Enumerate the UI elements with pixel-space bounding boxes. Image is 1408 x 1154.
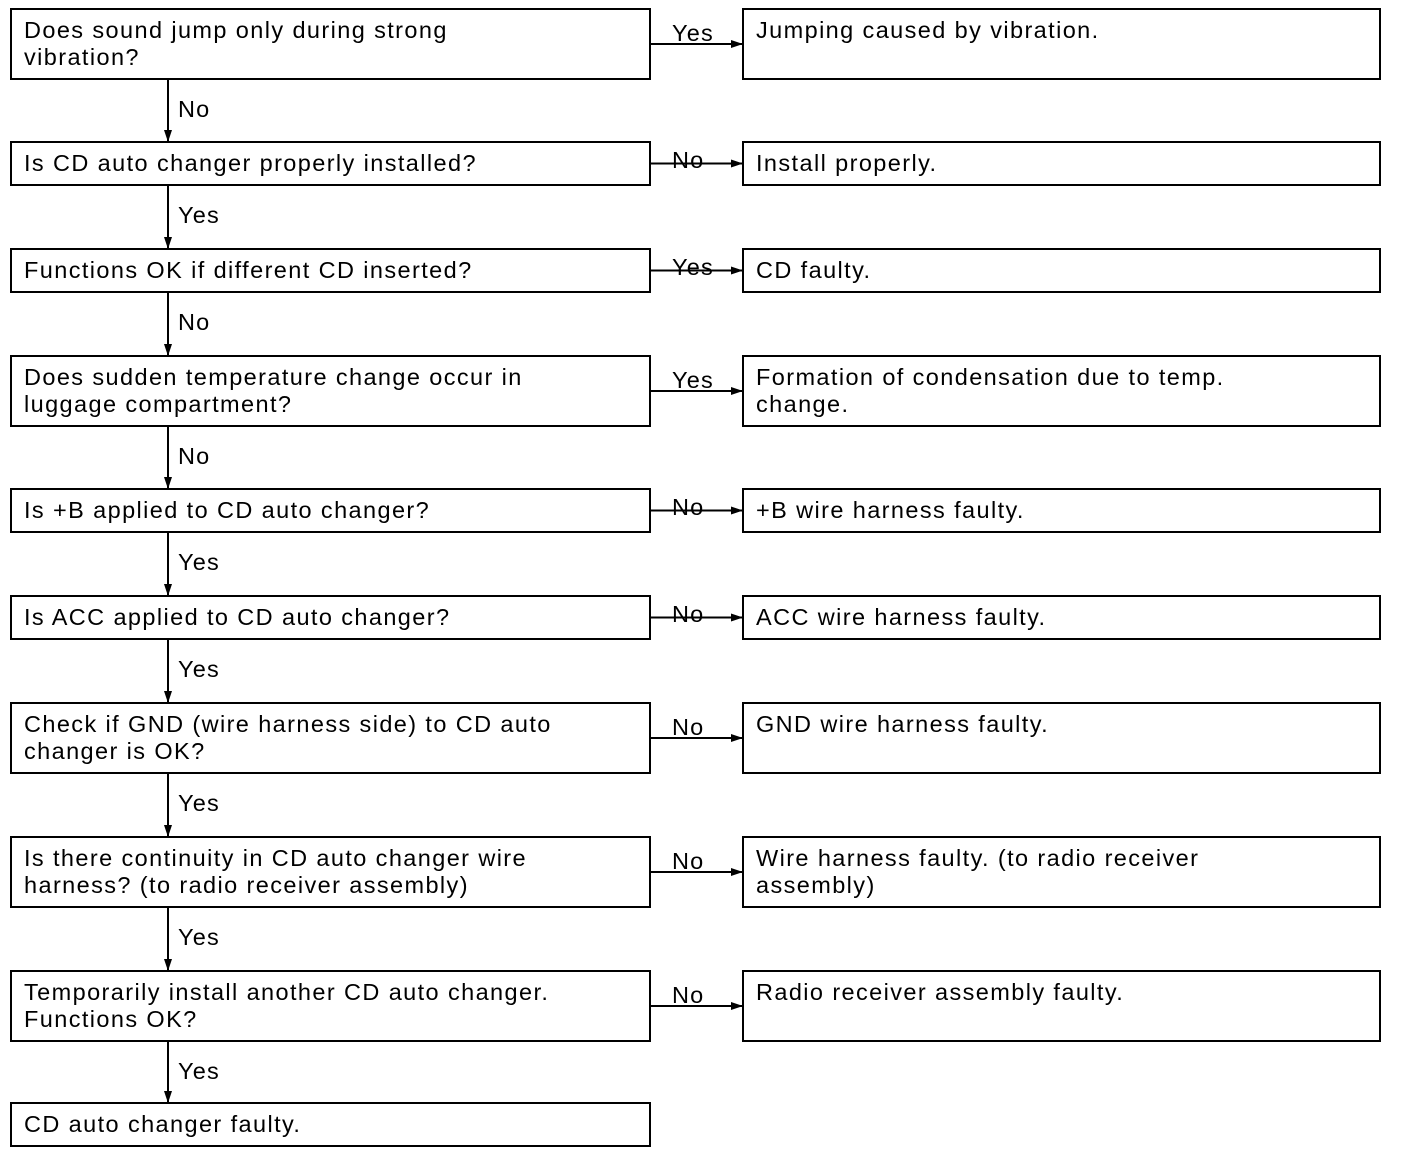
result-box: Wire harness faulty. (to radio receiver assembly) [742,836,1381,908]
down-label: Yes [178,202,220,228]
question-box: Check if GND (wire harness side) to CD auto changer is OK? [10,702,651,774]
down-label: No [178,309,211,335]
final-result-box: CD auto changer faulty. [10,1102,651,1147]
result-box: +B wire harness faulty. [742,488,1381,533]
question-box: Is CD auto changer properly installed? [10,141,651,186]
branch-label: No [672,982,705,1008]
branch-label: No [672,494,705,520]
result-box: Install properly. [742,141,1381,186]
down-label: No [178,96,211,122]
question-box: Functions OK if different CD inserted? [10,248,651,293]
down-label: Yes [178,1058,220,1084]
down-label: No [178,443,211,469]
down-label: Yes [178,549,220,575]
branch-label: Yes [672,254,714,280]
result-box: CD faulty. [742,248,1381,293]
branch-label: Yes [672,20,714,46]
question-box: Does sudden temperature change occur in luggage compartment? [10,355,651,427]
result-box: Jumping caused by vibration. [742,8,1381,80]
result-box: Formation of condensation due to temp. change. [742,355,1381,427]
branch-label: No [672,147,705,173]
question-box: Is +B applied to CD auto changer? [10,488,651,533]
question-box: Is ACC applied to CD auto changer? [10,595,651,640]
result-box: GND wire harness faulty. [742,702,1381,774]
branch-label: Yes [672,367,714,393]
question-box: Does sound jump only during strong vibration? [10,8,651,80]
question-box: Temporarily install another CD auto changer. Functions OK? [10,970,651,1042]
branch-label: No [672,714,705,740]
branch-label: No [672,601,705,627]
result-box: ACC wire harness faulty. [742,595,1381,640]
branch-label: No [672,848,705,874]
down-label: Yes [178,790,220,816]
down-label: Yes [178,656,220,682]
result-box: Radio receiver assembly faulty. [742,970,1381,1042]
question-box: Is there continuity in CD auto changer wire harness? (to radio receiver assembly) [10,836,651,908]
down-label: Yes [178,924,220,950]
